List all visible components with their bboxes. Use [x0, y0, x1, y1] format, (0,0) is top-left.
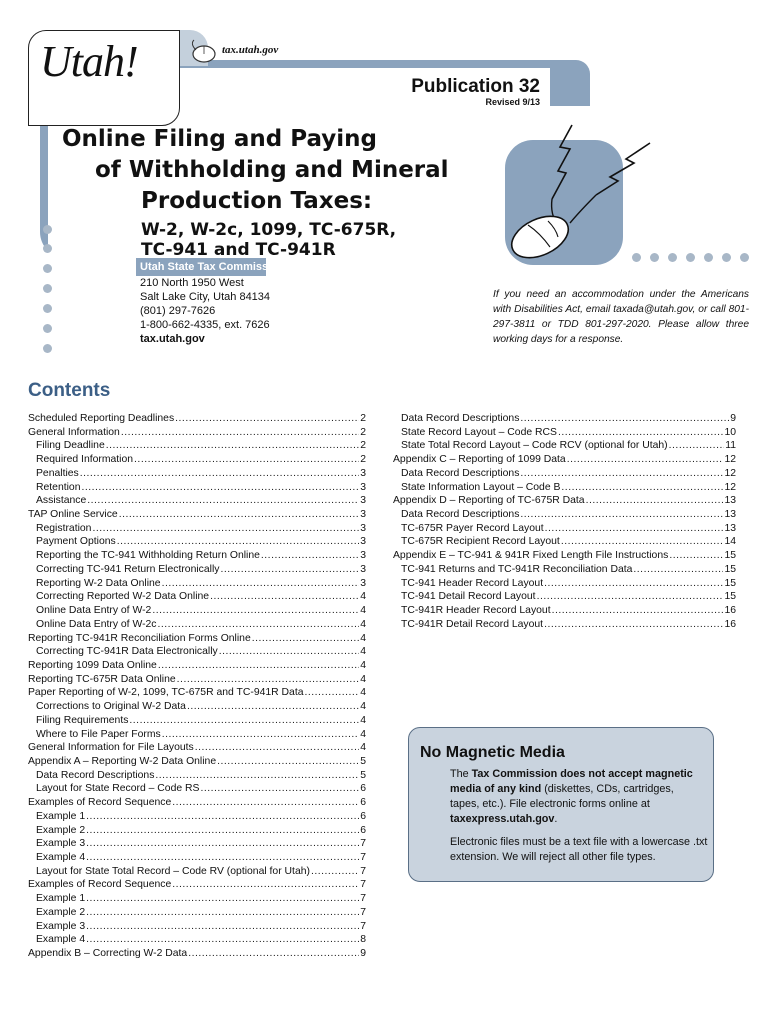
toc-leader	[152, 605, 359, 616]
toc-entry-page: 4	[360, 646, 366, 658]
toc-entry[interactable]	[393, 495, 736, 509]
title-line-2: of Withholding and Mineral	[95, 157, 449, 183]
toc-entry-label: Data Record Descriptions	[401, 467, 520, 479]
toc-entry-page: 4	[360, 591, 366, 603]
toc-leader	[545, 523, 724, 534]
toc-entry-page: 2	[360, 440, 366, 452]
toc-entry-page: 3	[360, 495, 366, 507]
agency-site[interactable]: tax.utah.gov	[140, 333, 205, 345]
toc-entry[interactable]	[28, 633, 366, 647]
toc-leader	[188, 948, 359, 959]
toc-entry-label: Example 1	[36, 893, 86, 905]
toc-leader	[92, 523, 359, 534]
toc-entry-page: 3	[360, 536, 366, 548]
toc-entry-page: 13	[724, 495, 736, 507]
toc-entry[interactable]	[36, 578, 366, 592]
toc-entry-page: 12	[724, 467, 736, 479]
address-line-1: 210 North 1950 West	[140, 277, 244, 289]
toc-entry-page: 15	[724, 577, 736, 589]
toc-entry-page: 7	[360, 893, 366, 905]
toc-entry-page: 4	[360, 659, 366, 671]
toc-leader	[552, 605, 724, 616]
toc-entry-label: Penalties	[36, 467, 79, 479]
title-line-5: TC-941 and TC-941R	[141, 240, 336, 260]
tollfree-line: 1-800-662-4335, ext. 7626	[140, 319, 270, 331]
toc-entry[interactable]	[36, 495, 366, 509]
toc-entry-label: Appendix A – Reporting W-2 Data Online	[28, 756, 217, 767]
toc-entry-page: 4	[360, 728, 366, 740]
toc-entry-page: 3	[360, 563, 366, 575]
toc-entry-page: 15	[724, 591, 736, 603]
toc-entry-page: 6	[360, 783, 366, 795]
toc-entry-label: Retention	[36, 481, 81, 493]
toc-leader	[195, 742, 359, 753]
toc-entry-label: Example 2	[36, 906, 86, 918]
toc-entry-page: 3	[360, 481, 366, 493]
toc-leader	[520, 509, 723, 520]
toc-entry-page: 9	[360, 948, 366, 960]
toc-entry-page: 14	[724, 536, 736, 548]
toc-leader	[305, 687, 360, 698]
toc-entry-page: 4	[360, 742, 366, 754]
toc-leader	[129, 715, 359, 726]
toc-entry-label: TC-941R Header Record Layout	[401, 605, 551, 617]
toc-entry-page: 13	[724, 522, 736, 534]
revision-date: Revised 9/13	[485, 97, 540, 107]
toc-entry[interactable]	[36, 468, 366, 482]
toc-entry[interactable]	[401, 482, 736, 496]
toc-entry-label: Appendix D – Reporting of TC-675R Data	[393, 495, 585, 507]
toc-entry-label: Appendix E – TC-941 & 941R Fixed Length File Instructions	[393, 550, 669, 562]
toc-entry[interactable]	[28, 660, 366, 674]
toc-leader	[544, 578, 723, 589]
toc-leader	[175, 413, 359, 424]
toc-entry-page: 3	[360, 467, 366, 479]
toc-entry-label: Online Data Entry of W-2c	[36, 618, 157, 630]
toc-entry[interactable]	[28, 413, 366, 427]
toc-entry[interactable]	[401, 523, 736, 537]
toc-entry-label: Example 3	[36, 838, 86, 850]
toc-entry[interactable]	[28, 509, 366, 523]
toc-entry[interactable]	[401, 468, 736, 482]
toc-entry[interactable]	[36, 783, 366, 797]
toc-leader	[121, 427, 359, 438]
toc-entry[interactable]	[36, 605, 366, 619]
toc-leader	[311, 866, 359, 877]
title-line-3: Production Taxes:	[141, 188, 373, 214]
toc-entry-label: TAP Online Service	[28, 509, 118, 521]
toc-leader	[567, 454, 724, 465]
toc-entry-label: Where to File Paper Forms	[36, 728, 161, 740]
toc-leader	[158, 660, 359, 671]
toc-leader	[561, 536, 724, 547]
toc-leader	[669, 440, 725, 451]
toc-entry-label: Appendix C – Reporting of 1099 Data	[393, 454, 566, 466]
toc-leader	[633, 564, 723, 575]
toc-entry-page: 4	[360, 714, 366, 726]
toc-entry-label: TC-941 Header Record Layout	[401, 577, 544, 589]
toc-entry-label: Example 1	[36, 810, 86, 822]
toc-entry-label: Filing Requirements	[36, 714, 129, 726]
toc-leader	[172, 797, 359, 808]
toc-entry[interactable]	[36, 564, 366, 578]
toc-entry[interactable]	[36, 893, 366, 907]
toc-entry-page: 4	[360, 618, 366, 630]
toc-entry[interactable]	[28, 674, 366, 688]
toc-leader	[544, 619, 723, 630]
toc-entry-page: 3	[360, 522, 366, 534]
toc-leader	[117, 536, 360, 547]
toc-entry-page: 9	[730, 413, 736, 424]
toc-entry[interactable]	[36, 523, 366, 537]
toc-entry-label: Payment Options	[36, 536, 116, 548]
toc-entry-label: Appendix B – Correcting W-2 Data	[28, 948, 188, 960]
toc-entry-page: 7	[360, 906, 366, 918]
toc-entry[interactable]	[393, 550, 736, 564]
utah-logo: Utah!	[40, 37, 138, 86]
toc-entry[interactable]	[36, 811, 366, 825]
toc-entry-page: 3	[360, 550, 366, 562]
toc-entry[interactable]	[36, 852, 366, 866]
toc-entry-label: Scheduled Reporting Deadlines	[28, 413, 175, 424]
contents-heading: Contents	[28, 380, 111, 401]
toc-entry-label: TC-941R Detail Record Layout	[401, 618, 544, 630]
agency-name: Utah State Tax Commission	[140, 261, 285, 273]
toc-entry-page: 12	[724, 481, 736, 493]
toc-entry-label: Online Data Entry of W-2	[36, 605, 152, 617]
toc-entry[interactable]	[28, 879, 366, 893]
toc-leader	[162, 578, 360, 589]
toc-entry[interactable]	[28, 797, 366, 811]
toc-entry-page: 11	[725, 440, 736, 452]
toc-entry-page: 4	[360, 701, 366, 713]
toc-entry-page: 4	[360, 687, 366, 699]
toc-entry-label: Assistance	[36, 495, 87, 507]
toc-entry[interactable]	[28, 742, 366, 756]
toc-entry-label: Data Record Descriptions	[401, 413, 520, 424]
toc-leader	[219, 646, 360, 657]
toc-leader	[134, 454, 359, 465]
toc-entry-label: Reporting TC-675R Data Online	[28, 673, 176, 685]
toc-entry[interactable]	[36, 715, 366, 729]
toc-entry[interactable]	[36, 591, 366, 605]
toc-entry[interactable]	[36, 482, 366, 496]
toc-leader	[210, 591, 359, 602]
toc-entry-page: 15	[724, 563, 736, 575]
toc-leader	[86, 934, 359, 945]
toc-entry-page: 7	[360, 865, 366, 877]
toc-entry-label: Data Record Descriptions	[401, 509, 520, 521]
toc-entry[interactable]	[36, 550, 366, 564]
toc-entry[interactable]	[36, 921, 366, 935]
toc-entry-page: 7	[360, 920, 366, 932]
toc-entry[interactable]	[28, 427, 366, 441]
toc-leader	[561, 482, 723, 493]
toc-leader	[80, 468, 359, 479]
toc-entry-label: Examples of Record Sequence	[28, 879, 172, 891]
toc-leader	[172, 879, 359, 890]
toc-entry-label: Correcting TC-941 Return Electronically	[36, 563, 220, 575]
toc-leader	[106, 440, 359, 451]
toc-entry-label: Layout for State Total Record – Code RV (optional for Utah)	[36, 865, 310, 877]
toc-leader	[86, 838, 359, 849]
toc-entry-label: TC-941 Detail Record Layout	[401, 591, 536, 603]
toc-entry-label: State Record Layout – Code RCS	[401, 426, 557, 438]
toc-leader	[220, 564, 359, 575]
toc-entry-page: 12	[724, 454, 736, 466]
toc-leader	[81, 482, 359, 493]
toc-entry[interactable]	[28, 687, 366, 701]
toc-leader	[177, 674, 360, 685]
toc-entry[interactable]	[36, 866, 366, 880]
toc-entry[interactable]	[36, 536, 366, 550]
toc-entry-label: Reporting the TC-941 Withholding Return Online	[36, 550, 260, 562]
toc-leader	[86, 811, 359, 822]
toc-entry[interactable]	[36, 646, 366, 660]
toc-entry-page: 4	[360, 605, 366, 617]
toc-leader	[520, 468, 723, 479]
toc-leader	[261, 550, 359, 561]
toc-entry[interactable]	[36, 770, 366, 784]
toc-entry[interactable]	[401, 536, 736, 550]
toc-entry[interactable]	[36, 454, 366, 468]
toc-leader	[87, 495, 359, 506]
toc-leader	[119, 509, 360, 520]
toc-entry-label: Corrections to Original W-2 Data	[36, 701, 186, 713]
toc-leader	[537, 591, 724, 602]
toc-entry[interactable]	[401, 509, 736, 523]
address-line-2: Salt Lake City, Utah 84134	[140, 291, 271, 303]
toc-leader	[217, 756, 359, 767]
accommodation-note: If you need an accommodation under the Americans with Disabilities Act, email taxada@utah.gov, or call 801-297-3811 or TDD 801-297-2020. Please allow three working days for a response.	[493, 289, 749, 345]
toc-entry[interactable]	[401, 427, 736, 441]
title-line-4: W-2, W-2c, 1099, TC-675R,	[141, 220, 397, 240]
toc-entry-label: Layout for State Record – Code RS	[36, 783, 200, 795]
toc-leader	[200, 783, 359, 794]
toc-entry[interactable]	[36, 838, 366, 852]
toc-entry-page: 2	[360, 426, 366, 438]
toc-leader	[558, 427, 723, 438]
toc-entry-label: General Information	[28, 426, 120, 438]
toc-leader	[155, 770, 359, 781]
title-line-1: Online Filing and Paying	[62, 126, 378, 152]
toc-entry-page: 2	[360, 413, 366, 424]
toc-entry-label: Data Record Descriptions	[36, 769, 155, 781]
toc-leader	[520, 413, 729, 424]
toc-leader	[158, 619, 360, 630]
toc-entry-label: Required Information	[36, 454, 134, 466]
toc-leader	[252, 633, 359, 644]
toc-entry[interactable]	[401, 578, 736, 592]
toc-entry-page: 2	[360, 454, 366, 466]
toc-entry-label: Correcting TC-941R Data Electronically	[36, 646, 218, 658]
toc-entry-label: TC-941 Returns and TC-941R Reconciliation Data	[401, 563, 633, 575]
toc-entry-page: 16	[724, 605, 736, 617]
toc-entry-label: Example 4	[36, 934, 86, 946]
toc-entry[interactable]	[401, 591, 736, 605]
toc-entry-label: State Total Record Layout – Code RCV (optional for Utah)	[401, 440, 668, 452]
toc-leader	[86, 893, 359, 904]
toc-entry[interactable]	[401, 605, 736, 619]
toc-leader	[86, 852, 359, 863]
publication-number: Publication 32	[411, 76, 540, 97]
toc-entry[interactable]	[36, 907, 366, 921]
toc-entry-page: 5	[360, 756, 366, 767]
toc-entry-label: Reporting 1099 Data Online	[28, 659, 157, 671]
toc-entry-label: Examples of Record Sequence	[28, 797, 172, 809]
mouse-icon	[186, 38, 218, 66]
toc-entry-page: 8	[360, 934, 366, 946]
toc-entry[interactable]	[36, 934, 366, 948]
toc-entry[interactable]	[401, 440, 736, 454]
toc-entry-page: 13	[724, 509, 736, 521]
toc-entry-label: Reporting W-2 Data Online	[36, 577, 161, 589]
toc-entry[interactable]	[28, 948, 366, 962]
toc-entry-page: 4	[360, 673, 366, 685]
phone-line: (801) 297-7626	[140, 305, 216, 317]
toc-entry-page: 7	[360, 879, 366, 891]
toc-entry-page: 15	[724, 550, 736, 562]
toc-entry[interactable]	[393, 454, 736, 468]
toc-entry-page: 6	[360, 797, 366, 809]
toc-entry[interactable]	[36, 825, 366, 839]
toc-entry-label: Registration	[36, 522, 92, 534]
toc-leader	[586, 495, 724, 506]
toc-entry-label: Filing Deadline	[36, 440, 105, 452]
toc-entry[interactable]	[28, 756, 366, 770]
toc-leader	[669, 550, 723, 561]
toc-entry[interactable]	[36, 701, 366, 715]
toc-leader	[86, 921, 359, 932]
toc-entry-page: 10	[724, 426, 736, 438]
toc-entry-page: 6	[360, 810, 366, 822]
toc-leader	[187, 701, 359, 712]
toc-leader	[86, 907, 359, 918]
taxexpress-link[interactable]: taxexpress.utah.gov	[450, 813, 555, 825]
toc-entry-label: Correcting Reported W-2 Data Online	[36, 591, 210, 603]
toc-entry-page: 16	[724, 618, 736, 630]
toc-entry-label: Example 4	[36, 852, 86, 864]
toc-entry[interactable]	[401, 619, 736, 633]
toc-entry-page: 6	[360, 824, 366, 836]
no-magnetic-media-text: The Tax Commission does not accept magnetic media of any kind (diskettes, CDs, cartridges, tapes, etc.). File electronic forms online at taxexpress.utah.gov.	[450, 768, 693, 825]
toc-entry[interactable]	[401, 413, 736, 427]
toc-entry-page: 5	[360, 769, 366, 781]
toc-entry-page: 3	[360, 577, 366, 589]
toc-entry[interactable]	[36, 440, 366, 454]
toc-entry-label: State Information Layout – Code B	[401, 481, 561, 493]
toc-entry[interactable]	[401, 564, 736, 578]
toc-leader	[86, 825, 359, 836]
header-url[interactable]: tax.utah.gov	[222, 44, 279, 56]
toc-entry-label: Reporting TC-941R Reconciliation Forms Online	[28, 632, 251, 644]
toc-entry-label: TC-675R Payer Record Layout	[401, 522, 544, 534]
toc-entry-page: 4	[360, 632, 366, 644]
toc-entry-label: Example 2	[36, 824, 86, 836]
toc-entry-page: 3	[360, 509, 366, 521]
toc-entry-page: 7	[360, 838, 366, 850]
toc-entry[interactable]	[36, 729, 366, 743]
toc-entry-label: TC-675R Recipient Record Layout	[401, 536, 560, 548]
no-magnetic-media-heading: No Magnetic Media	[420, 744, 565, 761]
toc-entry-label: Example 3	[36, 920, 86, 932]
mouse-lightning-icon	[500, 115, 660, 275]
toc-entry-page: 7	[360, 852, 366, 864]
toc-entry-label: Paper Reporting of W-2, 1099, TC-675R and TC-941R Data	[28, 687, 304, 699]
toc-entry-label: General Information for File Layouts	[28, 742, 194, 754]
toc-entry[interactable]	[36, 619, 366, 633]
toc-leader	[162, 729, 359, 740]
file-type-note: Electronic files must be a text file with a lowercase .txt extension. We will reject all other file types.	[450, 836, 708, 863]
